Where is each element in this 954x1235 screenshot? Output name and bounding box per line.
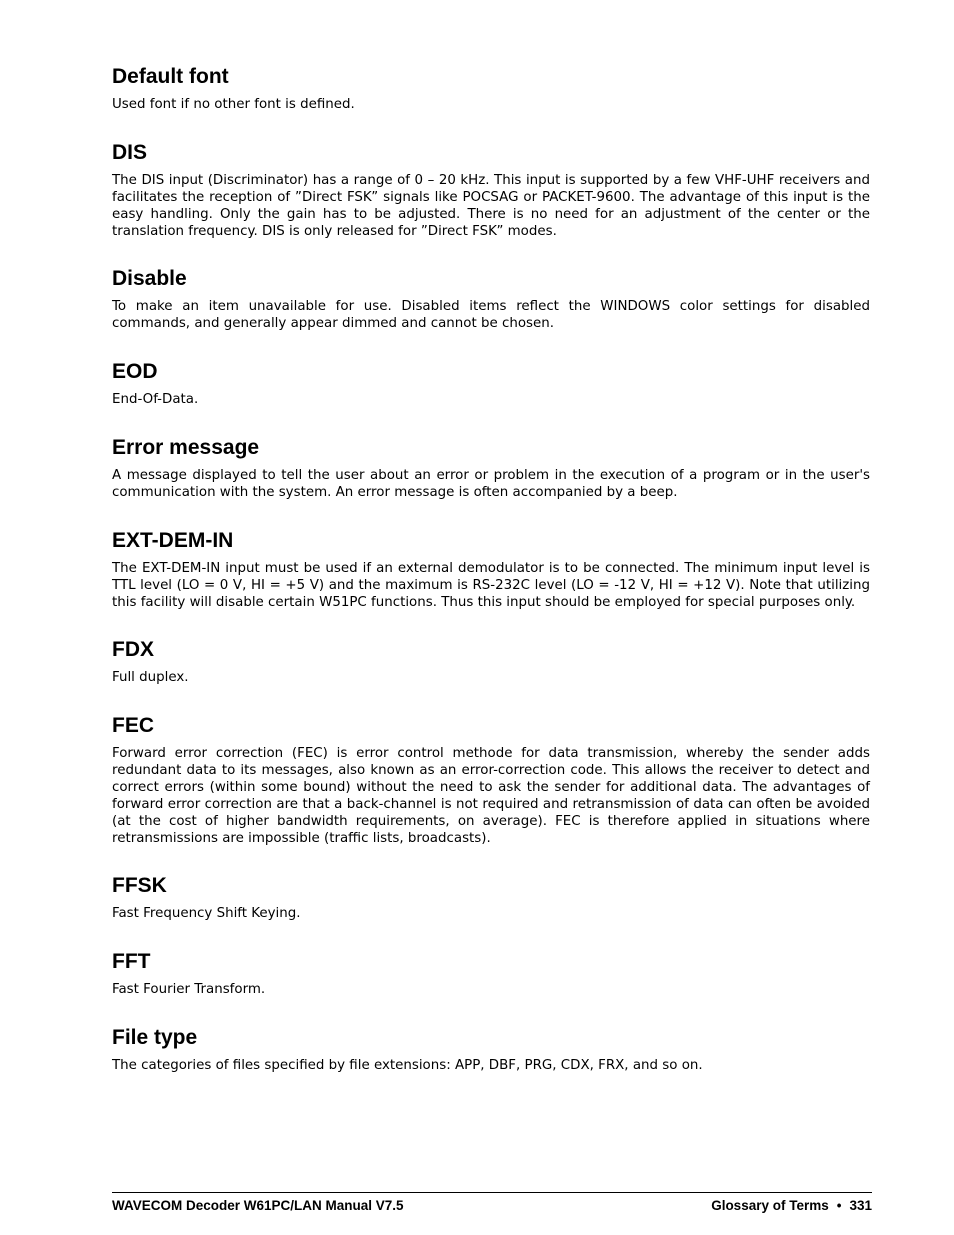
entry-title: Error message (112, 436, 260, 459)
entry-file-type (112, 1025, 870, 1074)
footer-manual-title: WAVECOM Decoder W61PC/LAN Manual V7.5 (112, 1198, 404, 1213)
entry-body: Used font if no other font is defined. (112, 97, 355, 112)
entry-body: The EXT-DEM-IN input must be used if an external demodulator is to be connected. The minimum input level is TTL level (LO = 0 V, HI = +5 V) and the maximum is RS-232C level (LO = -12 V, HI = +12 V). Note that utilizing this facility will disable certain W51PC functions. Thus this input should be employed for special purposes only. (112, 561, 870, 610)
entry-body: Fast Frequency Shift Keying. (112, 906, 301, 921)
entry-dis (112, 140, 870, 240)
entry-body: The categories of files specified by file extensions: APP, DBF, PRG, CDX, FRX, and so on. (112, 1058, 703, 1073)
entry-title: DIS (112, 141, 148, 164)
entry-body: A message displayed to tell the user about an error or problem in the execution of a program or in the user's communication with the system. An error message is often accompanied by a beep. (112, 468, 870, 500)
entry-title: EOD (112, 360, 158, 383)
glossary-content (112, 64, 870, 1074)
entry-body: Full duplex. (112, 670, 189, 685)
entry-body: End-Of-Data. (112, 392, 199, 407)
entry-body: To make an item unavailable for use. Disabled items reflect the WINDOWS color settings for disabled commands, and generally appear dimmed and cannot be chosen. (112, 299, 870, 331)
entry-title: FDX (112, 638, 154, 661)
entry-title: File type (112, 1026, 198, 1049)
footer-bullet: • (836, 1198, 842, 1213)
page-footer (112, 1192, 872, 1213)
footer-page-info (711, 1198, 872, 1213)
entry-title: Default font (112, 65, 229, 88)
entry-fec (112, 713, 870, 847)
entry-title: Disable (112, 267, 187, 290)
entry-body: Fast Fourier Transform. (112, 982, 266, 997)
entry-eod (112, 359, 870, 408)
footer-section: Glossary of Terms (711, 1198, 829, 1213)
entry-title: EXT-DEM-IN (112, 529, 234, 552)
entry-title: FFSK (112, 874, 167, 897)
entry-ext-dem-in (112, 528, 870, 611)
entry-ffsk (112, 873, 870, 922)
entry-error-message (112, 435, 870, 501)
entry-body: Forward error correction (FEC) is error control methode for data transmission, whereby the sender adds redundant data to its messages, also known as an error-correction code. This allows the receiver to detect and correct errors (within some bound) without the need to ask the sender for additional data. The advantages of forward error correction are that a back-channel is not required and retransmission of data can often be avoided (at the cost of higher bandwidth requirements, on average). FEC is therefore applied in situations where retransmissions are impossible (traffic lists, broadcasts). (112, 746, 870, 846)
entry-default-font (112, 64, 870, 113)
page-number: 331 (849, 1198, 872, 1213)
entry-disable (112, 266, 870, 332)
entry-body: The DIS input (Discriminator) has a range of 0 – 20 kHz. This input is supported by a few VHF-UHF receivers and facilitates the reception of ”Direct FSK” signals like POCSAG or PACKET-9600. The advantage of this input is the easy handling. Only the gain has to be adjusted. There is no need for an adjustment of the center or the translation frequency. DIS is only released for ”Direct FSK” modes. (112, 173, 870, 239)
entry-fft (112, 949, 870, 998)
entry-title: FFT (112, 950, 151, 973)
entry-fdx (112, 637, 870, 686)
entry-title: FEC (112, 714, 154, 737)
